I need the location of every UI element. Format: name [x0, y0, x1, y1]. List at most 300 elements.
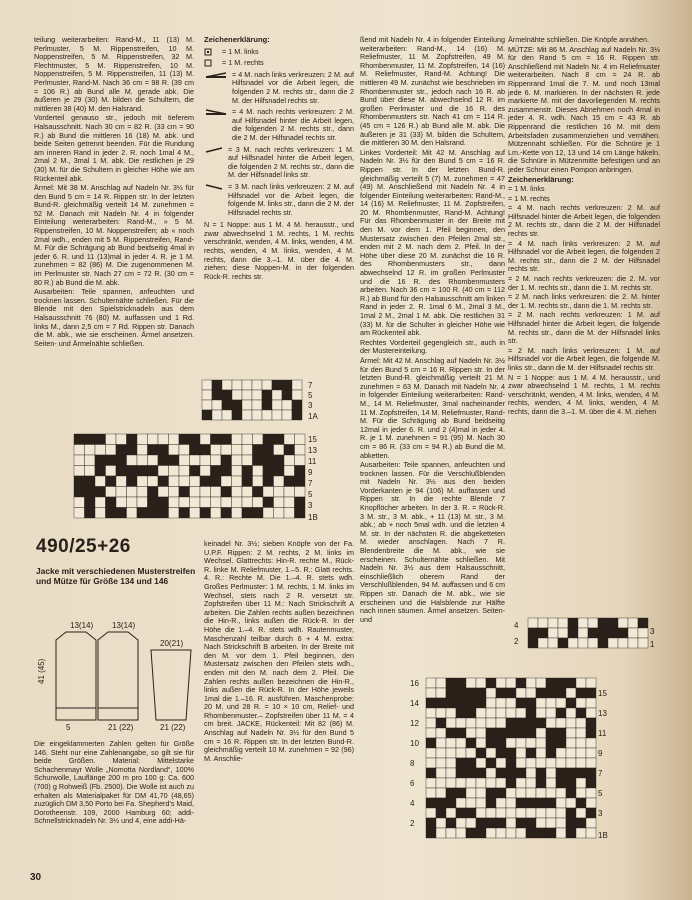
chart-cell: [116, 508, 127, 519]
chart-cell: [486, 718, 496, 728]
row-number: 7: [598, 769, 603, 778]
chart-cell: [158, 476, 169, 487]
chart-cell: [466, 698, 476, 708]
chart-cell: [272, 390, 282, 400]
chart-cell: [466, 688, 476, 698]
chart-cell: [282, 410, 292, 420]
chart-cell: [586, 728, 596, 738]
chart-cell: [586, 718, 596, 728]
chart-cell: [116, 434, 127, 445]
chart-cell: [536, 728, 546, 738]
chart-cell: [148, 476, 159, 487]
row-number: 13: [598, 709, 607, 718]
chart-cell: [476, 718, 486, 728]
chart-cell: [598, 618, 608, 628]
materials-text: Die eingeklammerten Zahlen gelten für Größe 146. Steht nur eine Zahlenangabe, so gilt sie für beide Größen. Material: Mittelstarke Schachenmayr Wolle „Nomotta Nordland“, 100% Schurwolle, Lauflänge 200 m pro 100 g: Ca. 600 (700) g Rohweiß (Fb. 2500). Die Wolle ist auch zu erhalten als Materialpaket für DM 41,70 (48,65) zuzüglich DM 3,50 Porto bei Fa. Shepherd's Maid, Dorotheenstr. 109, 2000 Hamburg 60; addi-Schnellstricknadeln Nr. 3½ und 4, eine addi-Hä-: [34, 739, 194, 826]
chart-cell: [232, 410, 242, 420]
chart-cell: [282, 380, 292, 390]
dimension-label: 21 (22): [108, 723, 134, 732]
chart-cell: [556, 758, 566, 768]
row-number: 8: [410, 759, 415, 768]
chart-cell: [456, 788, 466, 798]
chart-cell: [74, 434, 85, 445]
chart-cell: [466, 818, 476, 828]
chart-cell: [74, 487, 85, 498]
chart-cell: [253, 455, 264, 466]
row-number: 3: [650, 627, 655, 636]
chart-cell: [74, 466, 85, 477]
chart-cell: [179, 476, 190, 487]
chart-cell: [536, 778, 546, 788]
chart-cell: [295, 445, 306, 456]
chart-cell: [436, 828, 446, 838]
chart-cell: [426, 808, 436, 818]
chart-cell: [506, 728, 516, 738]
legend-item: [204, 183, 354, 217]
chart-cell: [456, 738, 466, 748]
chart-cell: [556, 798, 566, 808]
chart-cell: [536, 818, 546, 828]
chart-cell: [202, 410, 212, 420]
chart-cell: [242, 476, 253, 487]
legend-item: [204, 146, 354, 180]
chart-cell: [496, 708, 506, 718]
chart-cell: [436, 778, 446, 788]
chart-cell: [526, 758, 536, 768]
chart-cell: [211, 466, 222, 477]
chart-cell: [566, 778, 576, 788]
chart-cell: [486, 808, 496, 818]
chart-cell: [466, 808, 476, 818]
chart-cell: [566, 708, 576, 718]
chart-cell: [232, 445, 243, 456]
chart-cell: [253, 487, 264, 498]
chart-cell: [222, 380, 232, 390]
chart-cell: [456, 758, 466, 768]
text-block: Vorderteil genauso str., jedoch mit tieferem Halsausschnitt. Nach 30 cm = 82 R. (33 cm = 90 R.) ab Bund die mittleren 16 (18) M. abk. und beide Seiten getrennt beenden. Für die Rundung am inneren Rand in jeder 2. R. noch 1mal 4 M., 2mal 2 M., 3mal 1 M. abk. Die restlichen je 29 (30) M. für die Schultern in gleicher Höhe wie am Rückenteil abk.: [34, 113, 194, 183]
chart-cell: [232, 508, 243, 519]
chart-cell: [506, 678, 516, 688]
chart-cell: [190, 445, 201, 456]
chart-cell: [95, 497, 106, 508]
chart-cell: [242, 487, 253, 498]
chart-cell: [95, 434, 106, 445]
chart-cell: [578, 628, 588, 638]
legend-text: = 3 M. nach links verkreuzen: 2 M. auf Hilfsnadel vor die Arbeit legen, die folgende M. links str., dann die 2 M. der Hilfsnadel rechts str.: [228, 181, 354, 217]
chart-cell: [295, 466, 306, 477]
chart-cell: [576, 778, 586, 788]
chart-cell: [526, 718, 536, 728]
text-block: Rechtes Vorderteil gegengleich str., auch in der Mustereinteilung.: [360, 337, 505, 356]
column-2-legend: [204, 36, 354, 282]
chart-cell: [576, 688, 586, 698]
chart-cell: [598, 628, 608, 638]
chart-cell: [516, 708, 526, 718]
chart-cell: [127, 466, 138, 477]
chart-cell: [436, 678, 446, 688]
chart-cell: [200, 434, 211, 445]
chart-cell: [496, 678, 506, 688]
row-number: 1B: [598, 831, 608, 840]
chart-cell: [221, 466, 232, 477]
chart-cell: [566, 698, 576, 708]
chart-cell: [74, 455, 85, 466]
chart-cell: [556, 828, 566, 838]
chart-cell: [106, 508, 117, 519]
chart-cell: [536, 758, 546, 768]
chart-cell: [212, 400, 222, 410]
row-number: 1B: [308, 513, 318, 522]
chart-cell: [221, 476, 232, 487]
chart-cell: [253, 497, 264, 508]
row-number: 1A: [308, 412, 318, 421]
chart-cell: [116, 455, 127, 466]
chart-cell: [556, 728, 566, 738]
chart-cell: [200, 497, 211, 508]
chart-cell: [106, 434, 117, 445]
row-number: 15: [308, 435, 317, 444]
chart-cell: [586, 798, 596, 808]
chart-cell: [496, 718, 506, 728]
chart-cell: [284, 466, 295, 477]
chart-cell: [456, 828, 466, 838]
chart-cell: [252, 400, 262, 410]
chart-cell: [252, 380, 262, 390]
chart-cell: [211, 455, 222, 466]
chart-cell: [506, 798, 516, 808]
chart-cell: [106, 466, 117, 477]
chart-cell: [586, 748, 596, 758]
chart-cell: [566, 678, 576, 688]
chart-cell: [546, 828, 556, 838]
row-number: 12: [410, 719, 419, 728]
chart-cell: [137, 466, 148, 477]
chart-cell: [85, 487, 96, 498]
chart-cell: [496, 688, 506, 698]
chart-cell: [242, 434, 253, 445]
chart-cell: [566, 818, 576, 828]
chart-cell: [284, 434, 295, 445]
chart-cell: [137, 445, 148, 456]
chart-cell: [576, 718, 586, 728]
chart-cell: [116, 497, 127, 508]
chart-cell: [586, 738, 596, 748]
chart-cell: [221, 445, 232, 456]
chart-cell: [242, 380, 252, 390]
chart-cell: [179, 455, 190, 466]
row-number: 6: [410, 779, 415, 788]
chart-cell: [526, 678, 536, 688]
chart-cell: [566, 688, 576, 698]
chart-cell: [486, 828, 496, 838]
chart-cell: [169, 466, 180, 477]
chart-cell: [456, 818, 466, 828]
chart-cell: [506, 768, 516, 778]
chart-cell: [202, 400, 212, 410]
chart-cell: [127, 508, 138, 519]
chart-cell: [137, 476, 148, 487]
row-number: 1: [650, 640, 655, 649]
page-number: 30: [30, 872, 42, 883]
chart-cell: [476, 798, 486, 808]
chart-cell: [232, 466, 243, 477]
chart-cell: [253, 445, 264, 456]
chart-cell: [476, 698, 486, 708]
chart-cell: [284, 445, 295, 456]
chart-cell: [556, 738, 566, 748]
row-number: 3: [308, 501, 313, 510]
chart-cell: [263, 455, 274, 466]
chart-cell: [486, 818, 496, 828]
chart-cell: [242, 400, 252, 410]
chart-cell: [232, 487, 243, 498]
chart-grid: [528, 618, 648, 648]
chart-cell: [476, 758, 486, 768]
chart-cell: [486, 758, 496, 768]
chart-cell: [496, 808, 506, 818]
chart-cell: [446, 778, 456, 788]
dimension-label: 20(21): [160, 639, 184, 648]
chart-cell: [253, 466, 264, 477]
text-block: Ausarbeiten: Teile spannen, anfeuchten und trocknen lassen. Schulternähte schließen. Für die Blende mit den Spielstricknadeln aus dem Halsausschnitt 76 (80) M. auffassen und 1 Rd. links M., dann 2,5 cm = 7 Rd. Rippen str. Danach die M. abk., wie sie erscheinen. Ärmel ansetzen. Seiten- und Ärmelnähte schließen.: [34, 287, 194, 348]
chart-cell: [211, 445, 222, 456]
chart-cell: [536, 808, 546, 818]
chart-cell: [486, 708, 496, 718]
chart-cell: [486, 698, 496, 708]
chart-cell: [242, 455, 253, 466]
chart-cell: [528, 628, 538, 638]
chart-cell: [506, 738, 516, 748]
chart-cell: [284, 487, 295, 498]
chart-cell: [576, 768, 586, 778]
chart-cell: [526, 748, 536, 758]
chart-cell: [95, 445, 106, 456]
chart-cell: [295, 434, 306, 445]
chart-cell: [566, 788, 576, 798]
knitting-chart-d: [408, 674, 622, 844]
chart-cell: [456, 748, 466, 758]
chart-cell: [426, 768, 436, 778]
row-number: 4: [514, 621, 519, 630]
chart-cell: [526, 708, 536, 718]
chart-cell: [516, 808, 526, 818]
legend-text: = 2 M. nach rechts verkreuzen: 1 M. auf Hilfsnadel hinter die Arbeit legen, die folgende M. rechts str., dann die M. der Hilfsnadel links str.: [508, 310, 660, 346]
chart-cell: [222, 390, 232, 400]
chart-cell: [127, 445, 138, 456]
dimension-label: 5: [66, 723, 71, 732]
chart-cell: [232, 380, 242, 390]
chart-cell: [588, 638, 598, 648]
legend-text: = 2 M. nach rechts verkreuzen: die 2. M. vor der 1. M. rechts str., dann die 1. M. rechts str.: [508, 274, 660, 292]
chart-cell: [95, 466, 106, 477]
chart-cell: [446, 748, 456, 758]
legend-text: = 4 M. nach links verkreuzen: 2 M. auf Hilfsnadel vor die Arbeit legen, die folgenden 2 M. rechts str., dann die 2 M. der Hilfsnadel rechts str.: [508, 238, 660, 274]
chart-cell: [566, 738, 576, 748]
chart-cell: [586, 818, 596, 828]
column-3: [360, 36, 505, 676]
chart-cell: [253, 508, 264, 519]
chart-cell: [546, 698, 556, 708]
chart-cell: [476, 818, 486, 828]
chart-cell: [169, 508, 180, 519]
chart-cell: [496, 778, 506, 788]
chart-cell: [158, 445, 169, 456]
chart-cell: [466, 788, 476, 798]
chart-cell: [456, 678, 466, 688]
chart-cell: [158, 508, 169, 519]
legend-text: = 1 M. rechts: [508, 193, 550, 203]
legend-item: [204, 108, 354, 142]
legend-text: = 1 M. links: [222, 46, 259, 56]
row-number: 5: [308, 490, 313, 499]
chart-cell: [486, 678, 496, 688]
chart-cell: [526, 728, 536, 738]
row-number: 3: [308, 401, 313, 410]
chart-cell: [456, 688, 466, 698]
chart-cell: [558, 638, 568, 648]
knit-knit-symbol: [204, 59, 218, 67]
chart-cell: [526, 698, 536, 708]
chart-cell: [536, 678, 546, 688]
chart-cell: [263, 497, 274, 508]
chart-cell: [274, 434, 285, 445]
chart-cell: [496, 698, 506, 708]
chart-cell: [566, 768, 576, 778]
chart-cell: [466, 778, 476, 788]
column-4: [508, 36, 660, 611]
row-number: 5: [308, 391, 313, 400]
chart-cell: [85, 445, 96, 456]
chart-cell: [148, 445, 159, 456]
chart-cell: [263, 445, 274, 456]
chart-cell: [566, 828, 576, 838]
chart-cell: [476, 778, 486, 788]
chart-cell: [200, 455, 211, 466]
garment-schematic: [36, 620, 200, 732]
legend-text: = 4 M. nach rechts verkreuzen: 2 M. auf Hilfsnadel hinter die Arbeit legen, die folgenden 2 M. rechts str., dann die 2 M. der Hilfsnadel rechts str.: [508, 203, 660, 239]
chart-cell: [137, 497, 148, 508]
chart-cell: [436, 708, 446, 718]
chart-cell: [466, 718, 476, 728]
legend-text: = 2 M. nach links verkreuzen: die 2. M. hinter der 1. M. rechts str., dann die 1. M. rechts str.: [508, 292, 660, 310]
legend-text: = 1 M. links: [508, 184, 545, 194]
chart-cell: [496, 758, 506, 768]
row-number: 3: [598, 809, 603, 818]
text-block: Ärmel: Mit 42 M. Anschlag auf Nadeln Nr. 3½ für den Bund 5 cm = 16 R. Rippen str. In der letzten Bund-R. gleichmäßig verteilt 21 M. zunehmen = 63 M. Danach mit Nadeln Nr. 4 in folgender Einteilung weiterarbeiten: Rand-M., 14 M. Reliefmuster, 3mal nacheinander 11 M. Zopfstreifen, 14 M. Reliefmuster, Rand-M. Für die Schrägung ab Bund beidseitig 12mal in jeder 6. R. und 2 (4)mal in jeder 4. R. je 1 M. zunehmen = 91 (95) M. Nach 30 cm = 86 R. (33 cm = 94 R.) ab Bund die M. abketten.: [360, 355, 505, 460]
chart-cell: [242, 445, 253, 456]
chart-cell: [74, 476, 85, 487]
chart-cell: [526, 778, 536, 788]
chart-cell: [190, 466, 201, 477]
chart-cell: [576, 758, 586, 768]
chart-cell: [232, 455, 243, 466]
chart-cell: [496, 828, 506, 838]
chart-cell: [546, 738, 556, 748]
chart-cell: [516, 688, 526, 698]
chart-cell: [200, 476, 211, 487]
chart-cell: [628, 628, 638, 638]
chart-cell: [262, 380, 272, 390]
chart-cell: [586, 688, 596, 698]
chart-cell: [426, 728, 436, 738]
chart-cell: [546, 818, 556, 828]
chart-cell: [158, 487, 169, 498]
text-block: Ärmel: Mit 38 M. Anschlag auf Nadeln Nr. 3½ für den Bund 5 cm = 14 R. Rippen str. In der letzten Bund-R. gleichmäßig verteilt 14 M. zunehmen = 52 M. Danach mit Nadeln Nr. 4 in folgender Einteilung weiterarbeiten: Rand-M., » 5 M. Rippenstreifen, 10 M. Noppenstreifen; ab « noch 2mal wdh., enden mit 5 M. Rippenstreifen, Rand-M. Für die Schrägung ab Bund beidseitig 4mal in jeder 6. R. und 11 (13)mal in jeder 4. R. je 1 M. zunehmen = 82 (86) M. Die zugenommenen M. im Perlmuster str. Nach 27 cm = 72 R. (30 cm = 80 R.) ab Bund die M. abk.: [34, 183, 194, 287]
chart-cell: [628, 638, 638, 648]
chart-cell: [506, 748, 516, 758]
chart-cell: [548, 618, 558, 628]
chart-cell: [148, 487, 159, 498]
chart-cell: [556, 688, 566, 698]
chart-cell: [263, 476, 274, 487]
chart-cell: [242, 390, 252, 400]
chart-cell: [516, 718, 526, 728]
row-number: 13: [308, 446, 317, 455]
chart-cell: [272, 380, 282, 390]
chart-cell: [516, 758, 526, 768]
chart-cell: [85, 497, 96, 508]
chart-cell: [456, 708, 466, 718]
chart-cell: [222, 400, 232, 410]
chart-cell: [221, 508, 232, 519]
chart-cell: [576, 828, 586, 838]
chart-cell: [137, 434, 148, 445]
chart-cell: [106, 497, 117, 508]
legend-item: [204, 71, 354, 105]
chart-cell: [548, 628, 558, 638]
chart-cell: [179, 445, 190, 456]
chart-cell: [528, 618, 538, 628]
chart-cell: [486, 798, 496, 808]
chart-cell: [466, 738, 476, 748]
chart-cell: [137, 508, 148, 519]
column-1: [34, 36, 194, 349]
chart-cell: [274, 466, 285, 477]
chart-cell: [190, 487, 201, 498]
chart-cell: [282, 390, 292, 400]
chart-cell: [116, 445, 127, 456]
chart-cell: [576, 788, 586, 798]
chart-cell: [274, 508, 285, 519]
chart-cell: [476, 768, 486, 778]
chart-cell: [95, 487, 106, 498]
chart-cell: [536, 768, 546, 778]
chart-cell: [137, 487, 148, 498]
chart-cell: [202, 390, 212, 400]
chart-cell: [536, 798, 546, 808]
text-block: N = 1 Noppe: aus 1 M. 4 M. herausstr., und zwar abwechselnd 1 M. rechts, 1 M. rechts verschränkt, wenden, 4 M. links, wenden, 4 M. rechts, wenden, 4 M. links, wenden, 4 M. rechts, dann die 3.–1. M. über die 4. M. ziehen; diese Noppen-M. in der folgenden Rück-R. rechts str.: [204, 220, 354, 281]
chart-cell: [212, 390, 222, 400]
chart-cell: [106, 476, 117, 487]
chart-cell: [466, 728, 476, 738]
chart-cell: [456, 728, 466, 738]
chart-cell: [253, 476, 264, 487]
chart-cell: [436, 688, 446, 698]
knitting-chart-c: [512, 616, 662, 650]
chart-cell: [548, 638, 558, 648]
chart-cell: [200, 508, 211, 519]
chart-cell: [558, 628, 568, 638]
chart-cell: [158, 466, 169, 477]
chart-cell: [526, 808, 536, 818]
chart-cell: [292, 410, 302, 420]
chart-cell: [526, 688, 536, 698]
chart-cell: [516, 798, 526, 808]
chart-cell: [536, 708, 546, 718]
chart-cell: [221, 434, 232, 445]
row-number: 4: [410, 799, 415, 808]
chart-cell: [200, 445, 211, 456]
